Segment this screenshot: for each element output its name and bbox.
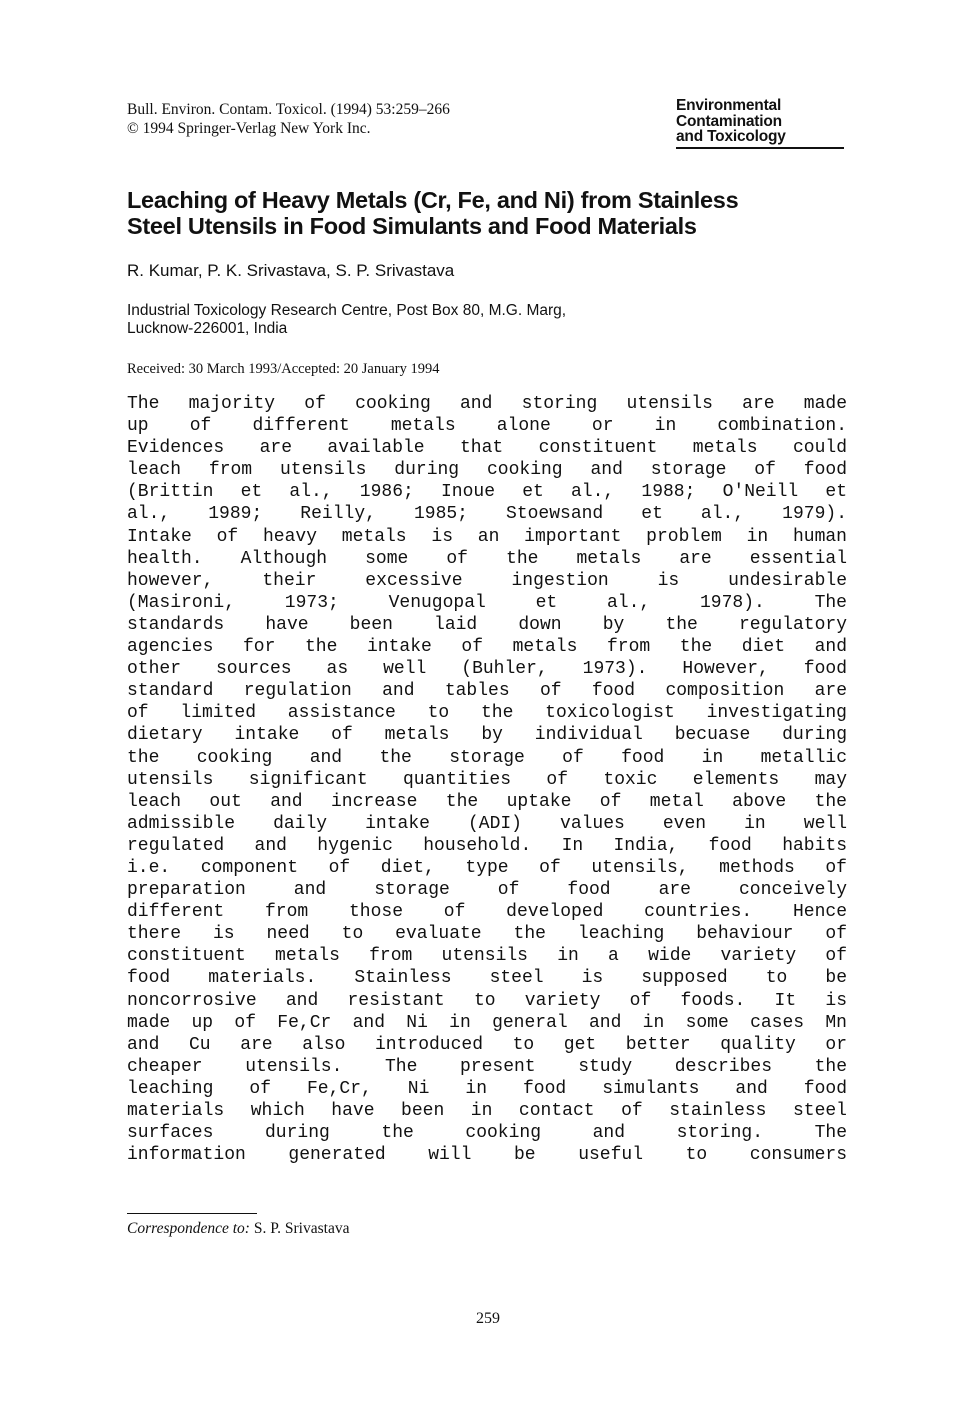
journal-logo-line: Environmental [676, 97, 782, 114]
body-text-line: however, their excessive ingestion is undesirable [127, 570, 847, 591]
affiliation-line: Lucknow-226001, India [127, 320, 288, 337]
body-text-line: agencies for the intake of metals from the diet and [127, 637, 847, 658]
body-text-line: there is need to evaluate the leaching behaviour of [127, 924, 847, 945]
body-text-line: preparation and storage of food are conceively [127, 880, 847, 901]
article-title-line: Steel Utensils in Food Simulants and Food Materials [127, 213, 697, 239]
body-text-line: up of different metals alone or in combination. [127, 416, 847, 437]
body-text-line: (Masironi, 1973; Venugopal et al., 1978). The [127, 592, 847, 613]
journal-logo-rule [676, 147, 844, 149]
citation-block [127, 100, 450, 138]
body-text-line: health. Although some of the metals are essential [127, 548, 847, 569]
received-dates: Received: 30 March 1993/Accepted: 20 January 1994 [127, 361, 440, 377]
footnote-name: S. P. Srivastava [253, 1220, 350, 1237]
journal-logo [676, 98, 844, 149]
correspondence-footnote [127, 1219, 349, 1238]
body-text-line: materials which have been in contact of stainless steel [127, 1101, 847, 1121]
body-text-line: Evidences are available that constituent metals could [127, 438, 847, 459]
footnote-label: Correspondence to: [127, 1220, 250, 1237]
body-text-line: information generated will be useful to consumers [127, 1145, 847, 1166]
body-text-line: leach from utensils during cooking and storage of food [127, 460, 847, 481]
journal-logo-line: Contamination [676, 112, 782, 130]
body-paragraph [127, 393, 847, 1166]
body-text-line: of limited assistance to the toxicologist investigating [127, 703, 847, 724]
body-text-line: noncorrosive and resistant to variety of foods. It is [127, 990, 847, 1011]
article-title [127, 187, 867, 239]
body-text-line: surfaces during the cooking and storing. The [127, 1123, 847, 1144]
body-text-line: leach out and increase the uptake of metal above the [127, 791, 847, 812]
body-text-line: food materials. Stainless steel is supposed to be [127, 968, 847, 989]
body-text-line: other sources as well (Buhler, 1973). However, food [127, 659, 847, 680]
article-title-line: Leaching of Heavy Metals (Cr, Fe, and Ni) from Stainless [127, 187, 739, 213]
body-text-line: The majority of cooking and storing utensils are made [127, 394, 847, 414]
body-text-line: al., 1989; Reilly, 1985; Stoewsand et al., 1979). [127, 504, 847, 525]
body-text-line: dietary intake of metals by individual becuase during [127, 725, 847, 746]
body-text-line: different from those of developed countries. Hence [127, 902, 847, 923]
copyright-line: © 1994 Springer-Verlag New York Inc. [127, 120, 371, 137]
footnote-divider [127, 1213, 257, 1214]
journal-logo-line: and Toxicology [676, 128, 786, 145]
body-text-line: and Cu are also introduced to get better quality or [127, 1034, 847, 1055]
body-text-line: constituent metals from utensils in a wide variety of [127, 946, 847, 967]
affiliation [127, 302, 566, 338]
body-text-line: standards have been laid down by the regulatory [127, 614, 847, 635]
body-text-line: the cooking and the storage of food in metallic [127, 747, 847, 768]
body-text-line: made up of Fe,Cr and Ni in general and in some cases Mn [127, 1012, 847, 1033]
author-list: R. Kumar, P. K. Srivastava, S. P. Srivastava [127, 261, 455, 280]
body-text-line: cheaper utensils. The present study describes the [127, 1056, 847, 1077]
body-text-line: leaching of Fe,Cr, Ni in food simulants and food [127, 1078, 847, 1099]
body-text-line: i.e. component of diet, type of utensils, methods of [127, 857, 847, 878]
body-text-line: regulated and hygenic household. In India, food habits [127, 835, 847, 856]
page-number: 259 [476, 1310, 500, 1327]
body-text-line: standard regulation and tables of food composition are [127, 681, 847, 702]
body-text-line: Intake of heavy metals is an important problem in human [127, 526, 847, 547]
affiliation-line: Industrial Toxicology Research Centre, Post Box 80, M.G. Marg, [127, 302, 567, 319]
citation-line: Bull. Environ. Contam. Toxicol. (1994) 53:259–266 [127, 101, 450, 118]
body-text-line: admissible daily intake (ADI) values even in well [127, 813, 847, 834]
body-text-line: (Brittin et al., 1986; Inoue et al., 1988; O'Neill et [127, 482, 847, 503]
body-text-line: utensils significant quantities of toxic elements may [127, 769, 847, 790]
